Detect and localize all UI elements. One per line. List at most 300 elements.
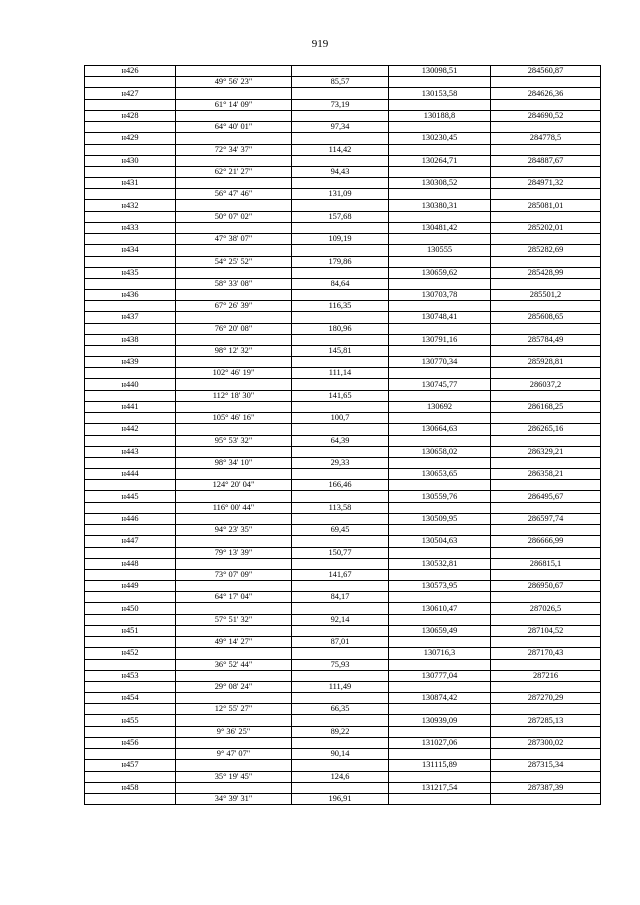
empty-cell: [85, 435, 176, 446]
x-coordinate-cell: 130504,63: [389, 536, 491, 547]
point-row: [85, 648, 601, 659]
empty-cell: [292, 603, 389, 614]
empty-cell: [292, 200, 389, 211]
x-coordinate-cell: 130532,81: [389, 558, 491, 569]
empty-cell: [85, 480, 176, 491]
empty-cell: [491, 793, 601, 804]
empty-cell: [292, 289, 389, 300]
empty-cell: [389, 278, 491, 289]
point-row: [85, 603, 601, 614]
empty-cell: [389, 637, 491, 648]
point-name-cell: н426: [85, 66, 176, 77]
point-name-cell: н449: [85, 580, 176, 591]
empty-cell: [176, 177, 292, 188]
point-name-cell: н446: [85, 513, 176, 524]
empty-cell: [389, 435, 491, 446]
point-name-cell: н455: [85, 715, 176, 726]
segment-row: [85, 704, 601, 715]
y-coordinate-cell: 284778,5: [491, 133, 601, 144]
empty-cell: [491, 413, 601, 424]
segment-row: [85, 144, 601, 155]
empty-cell: [491, 122, 601, 133]
point-row: [85, 379, 601, 390]
y-coordinate-cell: 287285,13: [491, 715, 601, 726]
empty-cell: [176, 88, 292, 99]
distance-cell: 75,93: [292, 659, 389, 670]
x-coordinate-cell: 130658,02: [389, 446, 491, 457]
x-coordinate-cell: 130791,16: [389, 334, 491, 345]
empty-cell: [491, 323, 601, 334]
empty-cell: [491, 166, 601, 177]
x-coordinate-cell: 130230,45: [389, 133, 491, 144]
distance-cell: 113,58: [292, 502, 389, 513]
y-coordinate-cell: 286329,21: [491, 446, 601, 457]
empty-cell: [292, 66, 389, 77]
distance-cell: 94,43: [292, 166, 389, 177]
empty-cell: [85, 278, 176, 289]
segment-row: [85, 122, 601, 133]
distance-cell: 84,17: [292, 592, 389, 603]
direction-angle-cell: 79° 13' 39": [176, 547, 292, 558]
empty-cell: [389, 189, 491, 200]
empty-cell: [491, 256, 601, 267]
empty-cell: [389, 390, 491, 401]
x-coordinate-cell: 131027,06: [389, 737, 491, 748]
y-coordinate-cell: 284887,67: [491, 155, 601, 166]
distance-cell: 87,01: [292, 637, 389, 648]
distance-cell: 124,6: [292, 771, 389, 782]
point-row: [85, 88, 601, 99]
x-coordinate-cell: 130659,62: [389, 267, 491, 278]
distance-cell: 92,14: [292, 614, 389, 625]
direction-angle-cell: 36° 52' 44": [176, 659, 292, 670]
empty-cell: [491, 77, 601, 88]
direction-angle-cell: 9° 47' 07": [176, 749, 292, 760]
segment-row: [85, 77, 601, 88]
y-coordinate-cell: 286037,2: [491, 379, 601, 390]
empty-cell: [491, 458, 601, 469]
distance-cell: 90,14: [292, 749, 389, 760]
point-row: [85, 536, 601, 547]
y-coordinate-cell: 287270,29: [491, 692, 601, 703]
segment-row: [85, 166, 601, 177]
y-coordinate-cell: 285282,69: [491, 245, 601, 256]
point-name-cell: н434: [85, 245, 176, 256]
empty-cell: [491, 390, 601, 401]
empty-cell: [491, 659, 601, 670]
y-coordinate-cell: 285608,65: [491, 312, 601, 323]
empty-cell: [85, 614, 176, 625]
segment-row: [85, 749, 601, 760]
empty-cell: [85, 681, 176, 692]
empty-cell: [85, 144, 176, 155]
distance-cell: 84,64: [292, 278, 389, 289]
empty-cell: [491, 144, 601, 155]
empty-cell: [85, 502, 176, 513]
empty-cell: [85, 234, 176, 245]
distance-cell: 180,96: [292, 323, 389, 334]
point-row: [85, 491, 601, 502]
empty-cell: [176, 110, 292, 121]
empty-cell: [389, 525, 491, 536]
distance-cell: 66,35: [292, 704, 389, 715]
empty-cell: [85, 726, 176, 737]
direction-angle-cell: 94° 23' 35": [176, 525, 292, 536]
empty-cell: [292, 625, 389, 636]
y-coordinate-cell: 286597,74: [491, 513, 601, 524]
empty-cell: [85, 413, 176, 424]
x-coordinate-cell: 130098,51: [389, 66, 491, 77]
empty-cell: [491, 704, 601, 715]
distance-cell: 64,39: [292, 435, 389, 446]
empty-cell: [85, 569, 176, 580]
point-name-cell: н432: [85, 200, 176, 211]
empty-cell: [389, 793, 491, 804]
empty-cell: [176, 692, 292, 703]
empty-cell: [491, 726, 601, 737]
direction-angle-cell: 116° 00' 44": [176, 502, 292, 513]
segment-row: [85, 323, 601, 334]
direction-angle-cell: 47° 38' 07": [176, 234, 292, 245]
segment-row: [85, 368, 601, 379]
y-coordinate-cell: 285501,2: [491, 289, 601, 300]
point-row: [85, 580, 601, 591]
x-coordinate-cell: 130188,8: [389, 110, 491, 121]
empty-cell: [389, 659, 491, 670]
x-coordinate-cell: 130509,95: [389, 513, 491, 524]
direction-angle-cell: 12° 55' 27": [176, 704, 292, 715]
point-row: [85, 222, 601, 233]
empty-cell: [491, 525, 601, 536]
direction-angle-cell: 62° 21' 27": [176, 166, 292, 177]
empty-cell: [85, 166, 176, 177]
direction-angle-cell: 98° 34' 10": [176, 458, 292, 469]
empty-cell: [389, 166, 491, 177]
y-coordinate-cell: 286815,1: [491, 558, 601, 569]
empty-cell: [389, 458, 491, 469]
empty-cell: [292, 177, 389, 188]
empty-cell: [85, 704, 176, 715]
empty-cell: [292, 110, 389, 121]
empty-cell: [292, 446, 389, 457]
empty-cell: [176, 625, 292, 636]
empty-cell: [85, 793, 176, 804]
x-coordinate-cell: 131217,54: [389, 782, 491, 793]
distance-cell: 69,45: [292, 525, 389, 536]
point-name-cell: н447: [85, 536, 176, 547]
distance-cell: 89,22: [292, 726, 389, 737]
empty-cell: [85, 390, 176, 401]
empty-cell: [491, 614, 601, 625]
y-coordinate-cell: 286950,67: [491, 580, 601, 591]
point-row: [85, 782, 601, 793]
y-coordinate-cell: 285928,81: [491, 357, 601, 368]
empty-cell: [389, 771, 491, 782]
point-name-cell: н437: [85, 312, 176, 323]
empty-cell: [85, 77, 176, 88]
segment-row: [85, 435, 601, 446]
empty-cell: [176, 580, 292, 591]
distance-cell: 131,09: [292, 189, 389, 200]
segment-row: [85, 301, 601, 312]
empty-cell: [389, 144, 491, 155]
y-coordinate-cell: 287170,43: [491, 648, 601, 659]
point-name-cell: н443: [85, 446, 176, 457]
y-coordinate-cell: 287216: [491, 670, 601, 681]
distance-cell: 29,33: [292, 458, 389, 469]
direction-angle-cell: 98° 12' 32": [176, 346, 292, 357]
segment-row: [85, 569, 601, 580]
empty-cell: [85, 189, 176, 200]
empty-cell: [176, 715, 292, 726]
point-row: [85, 289, 601, 300]
empty-cell: [176, 155, 292, 166]
point-name-cell: н441: [85, 401, 176, 412]
point-row: [85, 200, 601, 211]
y-coordinate-cell: 287387,39: [491, 782, 601, 793]
point-row: [85, 737, 601, 748]
direction-angle-cell: 34° 39' 31": [176, 793, 292, 804]
point-name-cell: н457: [85, 760, 176, 771]
segment-row: [85, 502, 601, 513]
empty-cell: [491, 234, 601, 245]
segment-row: [85, 793, 601, 804]
empty-cell: [85, 346, 176, 357]
empty-cell: [389, 749, 491, 760]
empty-cell: [389, 368, 491, 379]
empty-cell: [85, 256, 176, 267]
empty-cell: [491, 368, 601, 379]
point-row: [85, 177, 601, 188]
x-coordinate-cell: 130692: [389, 401, 491, 412]
empty-cell: [85, 637, 176, 648]
segment-row: [85, 99, 601, 110]
empty-cell: [292, 692, 389, 703]
empty-cell: [491, 592, 601, 603]
point-name-cell: н444: [85, 469, 176, 480]
y-coordinate-cell: 285202,01: [491, 222, 601, 233]
empty-cell: [491, 480, 601, 491]
point-row: [85, 110, 601, 121]
y-coordinate-cell: 286495,67: [491, 491, 601, 502]
point-row: [85, 558, 601, 569]
point-row: [85, 267, 601, 278]
empty-cell: [292, 536, 389, 547]
empty-cell: [292, 648, 389, 659]
empty-cell: [491, 435, 601, 446]
empty-cell: [176, 245, 292, 256]
direction-angle-cell: 54° 25' 52": [176, 256, 292, 267]
point-row: [85, 245, 601, 256]
point-row: [85, 66, 601, 77]
y-coordinate-cell: 284971,32: [491, 177, 601, 188]
empty-cell: [491, 637, 601, 648]
distance-cell: 100,7: [292, 413, 389, 424]
point-row: [85, 692, 601, 703]
distance-cell: 150,77: [292, 547, 389, 558]
empty-cell: [292, 737, 389, 748]
point-row: [85, 715, 601, 726]
point-row: [85, 401, 601, 412]
direction-angle-cell: 29° 08' 24": [176, 681, 292, 692]
empty-cell: [389, 301, 491, 312]
y-coordinate-cell: 284626,36: [491, 88, 601, 99]
y-coordinate-cell: 286666,99: [491, 536, 601, 547]
empty-cell: [85, 301, 176, 312]
point-row: [85, 155, 601, 166]
segment-row: [85, 726, 601, 737]
x-coordinate-cell: 130939,09: [389, 715, 491, 726]
y-coordinate-cell: 287300,02: [491, 737, 601, 748]
empty-cell: [176, 782, 292, 793]
point-name-cell: н438: [85, 334, 176, 345]
empty-cell: [176, 200, 292, 211]
empty-cell: [176, 446, 292, 457]
distance-cell: 141,67: [292, 569, 389, 580]
point-name-cell: н439: [85, 357, 176, 368]
segment-row: [85, 390, 601, 401]
point-name-cell: н456: [85, 737, 176, 748]
empty-cell: [491, 569, 601, 580]
distance-cell: 109,19: [292, 234, 389, 245]
empty-cell: [389, 480, 491, 491]
x-coordinate-cell: 130874,42: [389, 692, 491, 703]
point-name-cell: н442: [85, 424, 176, 435]
point-name-cell: н431: [85, 177, 176, 188]
empty-cell: [292, 155, 389, 166]
direction-angle-cell: 76° 20' 08": [176, 323, 292, 334]
x-coordinate-cell: 130610,47: [389, 603, 491, 614]
point-row: [85, 334, 601, 345]
empty-cell: [389, 77, 491, 88]
point-row: [85, 424, 601, 435]
distance-cell: 111,14: [292, 368, 389, 379]
point-row: [85, 670, 601, 681]
x-coordinate-cell: 130555: [389, 245, 491, 256]
x-coordinate-cell: 131115,89: [389, 760, 491, 771]
empty-cell: [85, 323, 176, 334]
point-name-cell: н450: [85, 603, 176, 614]
direction-angle-cell: 50° 07' 02": [176, 211, 292, 222]
empty-cell: [491, 99, 601, 110]
empty-cell: [292, 88, 389, 99]
empty-cell: [176, 603, 292, 614]
empty-cell: [85, 99, 176, 110]
point-name-cell: н453: [85, 670, 176, 681]
empty-cell: [85, 525, 176, 536]
segment-row: [85, 592, 601, 603]
x-coordinate-cell: 130153,58: [389, 88, 491, 99]
empty-cell: [176, 66, 292, 77]
direction-angle-cell: 73° 07' 09": [176, 569, 292, 580]
distance-cell: 145,81: [292, 346, 389, 357]
x-coordinate-cell: 130703,78: [389, 289, 491, 300]
empty-cell: [491, 502, 601, 513]
direction-angle-cell: 102° 46' 19": [176, 368, 292, 379]
empty-cell: [491, 771, 601, 782]
point-name-cell: н433: [85, 222, 176, 233]
y-coordinate-cell: 286265,16: [491, 424, 601, 435]
point-name-cell: н458: [85, 782, 176, 793]
empty-cell: [292, 424, 389, 435]
segment-row: [85, 458, 601, 469]
point-row: [85, 760, 601, 771]
empty-cell: [389, 346, 491, 357]
empty-cell: [176, 267, 292, 278]
x-coordinate-cell: 130745,77: [389, 379, 491, 390]
empty-cell: [176, 536, 292, 547]
segment-row: [85, 525, 601, 536]
empty-cell: [389, 122, 491, 133]
empty-cell: [292, 580, 389, 591]
direction-angle-cell: 35° 19' 45": [176, 771, 292, 782]
direction-angle-cell: 64° 17' 04": [176, 592, 292, 603]
point-row: [85, 513, 601, 524]
x-coordinate-cell: 130716,3: [389, 648, 491, 659]
empty-cell: [292, 245, 389, 256]
segment-row: [85, 771, 601, 782]
distance-cell: 141,65: [292, 390, 389, 401]
empty-cell: [389, 323, 491, 334]
empty-cell: [85, 771, 176, 782]
page-number: 919: [311, 38, 329, 50]
y-coordinate-cell: 285784,49: [491, 334, 601, 345]
direction-angle-cell: 58° 33' 08": [176, 278, 292, 289]
direction-angle-cell: 9° 36' 25": [176, 726, 292, 737]
empty-cell: [176, 222, 292, 233]
x-coordinate-cell: 130748,41: [389, 312, 491, 323]
segment-row: [85, 413, 601, 424]
empty-cell: [176, 513, 292, 524]
empty-cell: [491, 278, 601, 289]
empty-cell: [389, 614, 491, 625]
empty-cell: [389, 681, 491, 692]
segment-row: [85, 211, 601, 222]
empty-cell: [292, 334, 389, 345]
empty-cell: [176, 670, 292, 681]
coordinates-table: [84, 65, 601, 805]
empty-cell: [491, 211, 601, 222]
segment-row: [85, 346, 601, 357]
direction-angle-cell: 49° 56' 23": [176, 77, 292, 88]
empty-cell: [292, 715, 389, 726]
distance-cell: 73,19: [292, 99, 389, 110]
empty-cell: [292, 357, 389, 368]
empty-cell: [292, 133, 389, 144]
distance-cell: 196,91: [292, 793, 389, 804]
distance-cell: 114,42: [292, 144, 389, 155]
empty-cell: [85, 749, 176, 760]
empty-cell: [292, 469, 389, 480]
y-coordinate-cell: 284560,87: [491, 66, 601, 77]
empty-cell: [85, 211, 176, 222]
y-coordinate-cell: 285428,99: [491, 267, 601, 278]
empty-cell: [292, 670, 389, 681]
segment-row: [85, 234, 601, 245]
empty-cell: [389, 234, 491, 245]
distance-cell: 116,35: [292, 301, 389, 312]
segment-row: [85, 480, 601, 491]
point-name-cell: н452: [85, 648, 176, 659]
x-coordinate-cell: 130573,95: [389, 580, 491, 591]
segment-row: [85, 637, 601, 648]
y-coordinate-cell: 284690,52: [491, 110, 601, 121]
point-name-cell: н429: [85, 133, 176, 144]
empty-cell: [292, 558, 389, 569]
y-coordinate-cell: 287104,52: [491, 625, 601, 636]
direction-angle-cell: 124° 20' 04": [176, 480, 292, 491]
direction-angle-cell: 95° 53' 32": [176, 435, 292, 446]
